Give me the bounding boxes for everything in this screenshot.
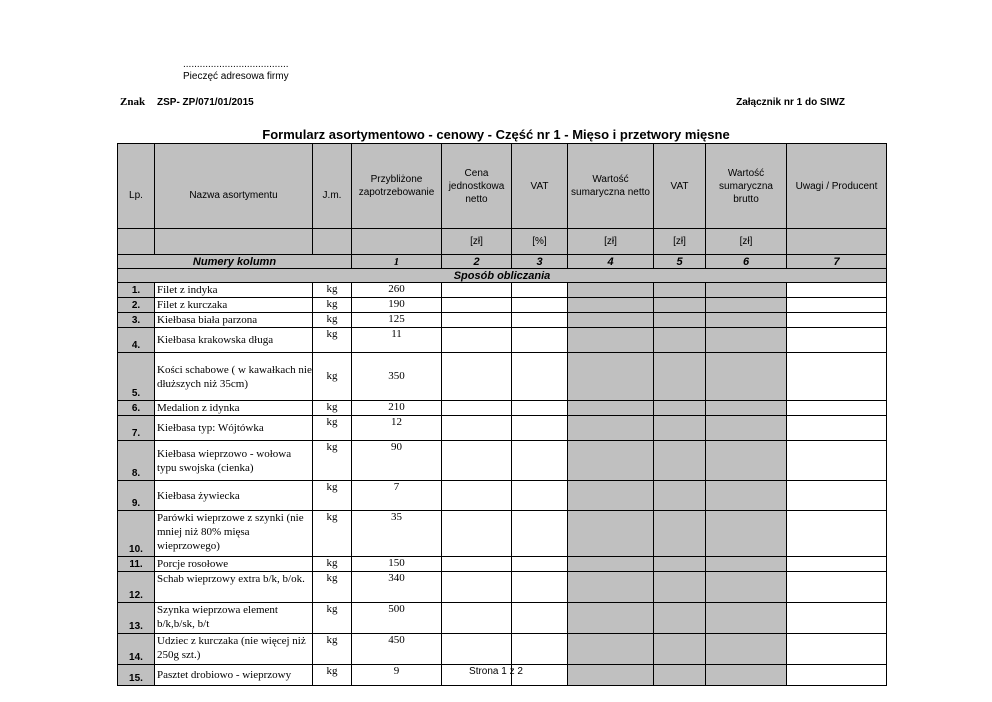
- quantity: 210: [352, 401, 442, 416]
- unit: kg: [313, 441, 352, 481]
- net-total-cell: [568, 603, 654, 634]
- gross-total-cell: [706, 353, 787, 401]
- table-row: [118, 328, 887, 353]
- product-name: Schab wieprzowy extra b/k, b/ok.: [155, 572, 313, 603]
- column-number-7: 7: [787, 255, 887, 269]
- vat-rate-cell[interactable]: [512, 401, 568, 416]
- notes-cell[interactable]: [787, 416, 887, 441]
- table-row: [118, 353, 887, 401]
- notes-cell[interactable]: [787, 401, 887, 416]
- net-total-cell: [568, 511, 654, 557]
- product-name: Pasztet drobiowo - wieprzowy: [155, 665, 313, 686]
- stamp-dotted-line: ......................................: [183, 59, 289, 70]
- quantity: 500: [352, 603, 442, 634]
- quantity: 340: [352, 572, 442, 603]
- unit: kg: [313, 481, 352, 511]
- gross-total-cell: [706, 481, 787, 511]
- column-numbers-row: [118, 255, 887, 269]
- quantity: 450: [352, 634, 442, 665]
- table-row: [118, 283, 887, 298]
- row-number: 14.: [118, 634, 155, 665]
- unit: kg: [313, 511, 352, 557]
- vat-amount-cell: [654, 441, 706, 481]
- vat-amount-cell: [654, 481, 706, 511]
- vat-rate-cell[interactable]: [512, 634, 568, 665]
- quantity: 350: [352, 353, 442, 401]
- notes-cell[interactable]: [787, 572, 887, 603]
- notes-cell[interactable]: [787, 481, 887, 511]
- col-header-gross-total: Wartość sumaryczna brutto: [706, 144, 787, 229]
- gross-total-cell: [706, 634, 787, 665]
- product-name: Medalion z idynka: [155, 401, 313, 416]
- vat-amount-cell: [654, 283, 706, 298]
- row-number: 15.: [118, 665, 155, 686]
- quantity: 12: [352, 416, 442, 441]
- net-total-cell: [568, 401, 654, 416]
- net-total-cell: [568, 416, 654, 441]
- unit-price-cell[interactable]: [442, 298, 512, 313]
- vat-rate-unit: [%]: [512, 229, 568, 255]
- net-total-cell: [568, 557, 654, 572]
- col-header-net-total: Wartość sumaryczna netto: [568, 144, 654, 229]
- col-header-vat-amount: VAT: [654, 144, 706, 229]
- notes-cell[interactable]: [787, 557, 887, 572]
- vat-amount-unit: [zł]: [654, 229, 706, 255]
- vat-rate-cell[interactable]: [512, 283, 568, 298]
- col-header-notes: Uwagi / Producent: [787, 144, 887, 229]
- unit-price-cell[interactable]: [442, 481, 512, 511]
- gross-total-cell: [706, 441, 787, 481]
- unit: kg: [313, 298, 352, 313]
- unit: kg: [313, 634, 352, 665]
- attachment-label: Załącznik nr 1 do SIWZ: [736, 97, 845, 108]
- unit: kg: [313, 328, 352, 353]
- gross-total-cell: [706, 572, 787, 603]
- form-title: Formularz asortymentowo - cenowy - Część nr 1 - Mięso i przetwory mięsne: [262, 127, 730, 142]
- unit: kg: [313, 416, 352, 441]
- quantity: 90: [352, 441, 442, 481]
- notes-cell[interactable]: [787, 353, 887, 401]
- reference-number: ZSP- ZP/071/01/2015: [157, 97, 254, 108]
- gross-total-cell: [706, 298, 787, 313]
- table-row: [118, 416, 887, 441]
- quantity: 125: [352, 313, 442, 328]
- calculation-method-row: [118, 269, 887, 283]
- row-number: 10.: [118, 511, 155, 557]
- gross-total-cell: [706, 603, 787, 634]
- unit: kg: [313, 283, 352, 298]
- table-row: [118, 313, 887, 328]
- row-number: 8.: [118, 441, 155, 481]
- vat-amount-cell: [654, 353, 706, 401]
- row-number: 9.: [118, 481, 155, 511]
- col-header-lp: Lp.: [118, 144, 155, 229]
- row-number: 12.: [118, 572, 155, 603]
- vat-amount-cell: [654, 401, 706, 416]
- col-header-vat-rate: VAT: [512, 144, 568, 229]
- gross-total-cell: [706, 416, 787, 441]
- notes-cell[interactable]: [787, 328, 887, 353]
- gross-total-cell: [706, 313, 787, 328]
- unit-price-unit: [zł]: [442, 229, 512, 255]
- table-row: [118, 401, 887, 416]
- column-number-1: 1: [352, 255, 442, 269]
- table-row: [118, 481, 887, 511]
- unit-price-cell[interactable]: [442, 557, 512, 572]
- quantity: 35: [352, 511, 442, 557]
- notes-cell[interactable]: [787, 634, 887, 665]
- gross-total-cell: [706, 328, 787, 353]
- net-total-cell: [568, 283, 654, 298]
- column-number-6: 6: [706, 255, 787, 269]
- product-name: Porcje rosołowe: [155, 557, 313, 572]
- vat-amount-cell: [654, 298, 706, 313]
- product-name: Kiełbasa żywiecka: [155, 481, 313, 511]
- unit-price-cell[interactable]: [442, 634, 512, 665]
- col-header-name: Nazwa asortymentu: [155, 144, 313, 229]
- vat-rate-cell[interactable]: [512, 353, 568, 401]
- vat-amount-cell: [654, 572, 706, 603]
- calculation-method-label: Sposób obliczania: [118, 269, 887, 283]
- quantity: 7: [352, 481, 442, 511]
- unit: kg: [313, 557, 352, 572]
- column-numbers-label: Numery kolumn: [118, 255, 352, 269]
- row-number: 3.: [118, 313, 155, 328]
- unit-price-cell[interactable]: [442, 572, 512, 603]
- row-number: 2.: [118, 298, 155, 313]
- unit-price-cell[interactable]: [442, 353, 512, 401]
- product-name: Kiełbasa biała parzona: [155, 313, 313, 328]
- vat-rate-cell[interactable]: [512, 603, 568, 634]
- unit: kg: [313, 401, 352, 416]
- column-number-4: 4: [568, 255, 654, 269]
- net-total-cell: [568, 634, 654, 665]
- column-number-5: 5: [654, 255, 706, 269]
- table-row: [118, 511, 887, 557]
- row-number: 5.: [118, 353, 155, 401]
- vat-amount-cell: [654, 634, 706, 665]
- vat-rate-cell[interactable]: [512, 298, 568, 313]
- product-name: Parówki wieprzowe z szynki (nie mniej niż 80% mięsa wieprzowego): [155, 511, 313, 557]
- table-row: [118, 603, 887, 634]
- unit-price-cell[interactable]: [442, 283, 512, 298]
- col-header-unit-price: Cena jednostkowa netto: [442, 144, 512, 229]
- row-number: 11.: [118, 557, 155, 572]
- product-name: Filet z indyka: [155, 283, 313, 298]
- quantity: 150: [352, 557, 442, 572]
- notes-cell[interactable]: [787, 603, 887, 634]
- notes-cell[interactable]: [787, 441, 887, 481]
- row-number: 1.: [118, 283, 155, 298]
- vat-rate-cell[interactable]: [512, 557, 568, 572]
- product-name: Kiełbasa krakowska długa: [155, 328, 313, 353]
- unit-price-cell[interactable]: [442, 511, 512, 557]
- quantity: 9: [352, 665, 442, 686]
- unit: kg: [313, 603, 352, 634]
- unit-price-cell[interactable]: [442, 603, 512, 634]
- stamp-label: Pieczęć adresowa firmy: [183, 71, 289, 82]
- net-total-cell: [568, 572, 654, 603]
- vat-amount-cell: [654, 328, 706, 353]
- row-number: 6.: [118, 401, 155, 416]
- vat-rate-cell[interactable]: [512, 481, 568, 511]
- vat-rate-cell[interactable]: [512, 313, 568, 328]
- vat-amount-cell: [654, 557, 706, 572]
- col-header-unit: J.m.: [313, 144, 352, 229]
- product-name: Udziec z kurczaka (nie więcej niż 250g szt.): [155, 634, 313, 665]
- product-name: Kiełbasa wieprzowo - wołowa typu swojska (cienka): [155, 441, 313, 481]
- unit-price-cell[interactable]: [442, 328, 512, 353]
- net-total-unit: [zł]: [568, 229, 654, 255]
- table-row: [118, 572, 887, 603]
- column-number-3: 3: [512, 255, 568, 269]
- quantity: 11: [352, 328, 442, 353]
- units-row: [118, 229, 887, 255]
- quantity: 260: [352, 283, 442, 298]
- notes-cell[interactable]: [787, 298, 887, 313]
- unit: kg: [313, 313, 352, 328]
- table-row: [118, 634, 887, 665]
- vat-rate-cell[interactable]: [512, 416, 568, 441]
- table-row: [118, 298, 887, 313]
- page-number: Strona 1 z 2: [469, 666, 523, 677]
- net-total-cell: [568, 298, 654, 313]
- table-row: [118, 557, 887, 572]
- unit-price-cell[interactable]: [442, 313, 512, 328]
- column-number-2: 2: [442, 255, 512, 269]
- gross-total-cell: [706, 401, 787, 416]
- unit: kg: [313, 665, 352, 686]
- vat-amount-cell: [654, 416, 706, 441]
- quantity: 190: [352, 298, 442, 313]
- row-number: 4.: [118, 328, 155, 353]
- unit-price-cell[interactable]: [442, 441, 512, 481]
- gross-total-cell: [706, 511, 787, 557]
- vat-rate-cell[interactable]: [512, 441, 568, 481]
- gross-total-cell: [706, 283, 787, 298]
- table-row: [118, 441, 887, 481]
- row-number: 7.: [118, 416, 155, 441]
- gross-total-unit: [zł]: [706, 229, 787, 255]
- product-name: Kiełbasa typ: Wójtówka: [155, 416, 313, 441]
- net-total-cell: [568, 353, 654, 401]
- reference-label: Znak: [120, 96, 146, 108]
- net-total-cell: [568, 481, 654, 511]
- net-total-cell: [568, 441, 654, 481]
- notes-cell[interactable]: [787, 283, 887, 298]
- product-name: Kości schabowe ( w kawałkach nie dłuższych niż 35cm): [155, 353, 313, 401]
- vat-amount-cell: [654, 313, 706, 328]
- notes-cell[interactable]: [787, 511, 887, 557]
- product-name: Szynka wieprzowa element b/k,b/sk, b/t: [155, 603, 313, 634]
- product-name: Filet z kurczaka: [155, 298, 313, 313]
- unit-price-cell[interactable]: [442, 416, 512, 441]
- col-header-quantity: Przybliżone zapotrzebowanie: [352, 144, 442, 229]
- vat-rate-cell[interactable]: [512, 328, 568, 353]
- net-total-cell: [568, 313, 654, 328]
- gross-total-cell: [706, 557, 787, 572]
- vat-amount-cell: [654, 603, 706, 634]
- header-row: [118, 144, 887, 229]
- vat-amount-cell: [654, 511, 706, 557]
- unit: kg: [313, 353, 352, 401]
- notes-cell[interactable]: [787, 313, 887, 328]
- net-total-cell: [568, 328, 654, 353]
- price-form-table: [117, 143, 887, 686]
- unit: kg: [313, 572, 352, 603]
- vat-rate-cell[interactable]: [512, 572, 568, 603]
- row-number: 13.: [118, 603, 155, 634]
- unit-price-cell[interactable]: [442, 401, 512, 416]
- vat-rate-cell[interactable]: [512, 511, 568, 557]
